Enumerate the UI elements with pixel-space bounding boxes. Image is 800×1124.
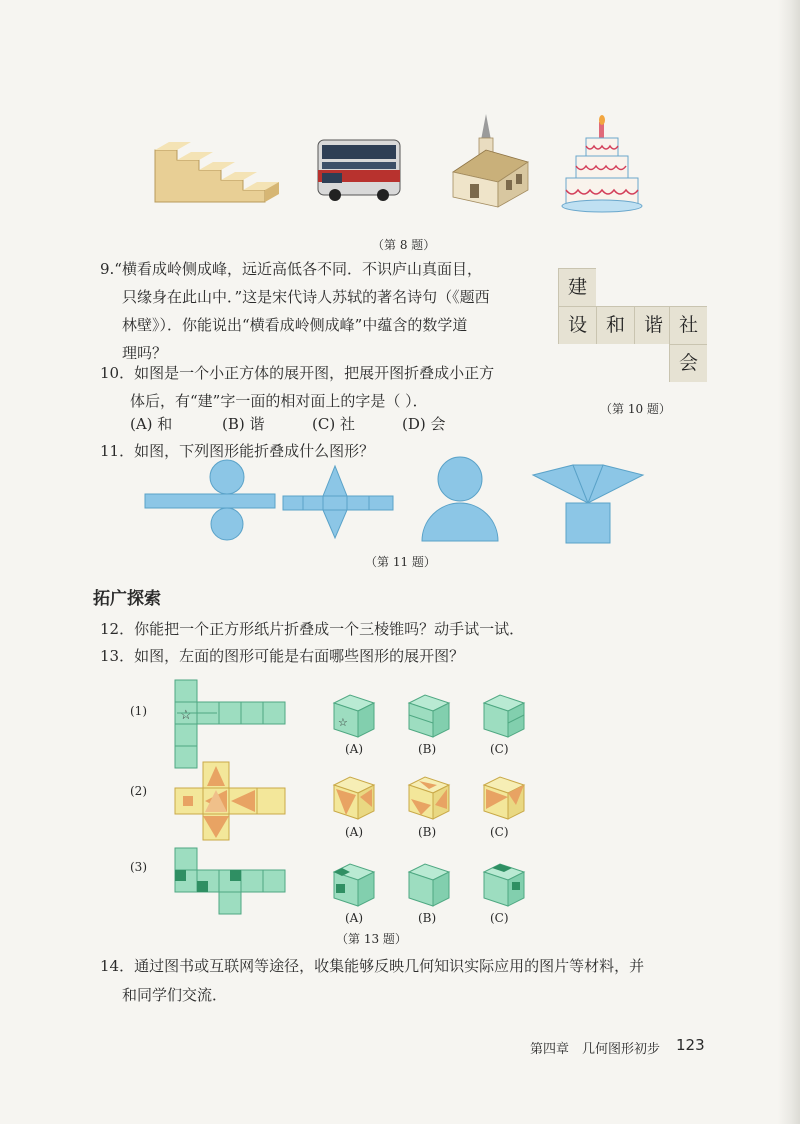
footer-chapter: 第四章 几何图形初步 [530,1042,661,1057]
church-image [448,112,533,212]
q13-row1-choice-c: (C) [490,742,509,756]
cake-image [562,116,642,216]
q13-net-2 [175,762,300,857]
net-cell-xie: 谐 [634,306,672,344]
q10-caption: （第 10 题） [600,402,671,416]
q13-row2-choice-b: (B) [418,825,437,839]
q11-caption: （第 11 题） [365,555,436,569]
q11-cone-net [420,455,500,545]
q9-line-3: 林壁》）．你能说出“横看成岭侧成峰”中蕴含的数学道 [122,316,468,334]
cube-2a [330,775,378,823]
q13-row1-choice-b: (B) [418,742,437,756]
q11-text: 11．如图，下列图形能折叠成什么图形？ [100,442,375,460]
double-decker-bus-image [315,135,405,205]
q13-caption: （第 13 题） [336,932,407,946]
q13-row3-choice-b: (B) [418,911,437,925]
cube-3a [330,862,378,910]
q10-line-1: 10．如图是一个小正方体的展开图，把展开图折叠成小正方 [100,364,495,382]
svg-text:☆: ☆ [180,708,192,723]
q13-row2-choice-a: (A) [345,825,364,839]
cube-3b [405,862,453,910]
q13-row3-choice-c: (C) [490,911,509,925]
cube-3c [480,862,528,910]
footer-page-number: 123 [676,1036,705,1054]
q13-row-2-label: (2) [130,784,147,798]
staircase-image [155,140,285,210]
q13-text: 13．如图，左面的图形可能是右面哪些图形的展开图？ [100,647,465,665]
q9-line-2: 只缘身在此山中．”这是宋代诗人苏轼的著名诗句（《题西 [122,288,490,306]
q13-net-3 [175,848,300,928]
page-edge [778,0,800,1124]
q12-text: 12．你能把一个正方形纸片折叠成一个三棱锥吗？动手试一试． [100,620,525,638]
cube-1b [405,693,453,741]
q13-row2-choice-c: (C) [490,825,509,839]
net-cell-she2: 社 [669,306,707,344]
net-cell-hui: 会 [669,344,707,382]
q13-row-3-label: (3) [130,860,147,874]
q10-option-b: (B) 谐 [222,415,265,433]
q9-line-4: 理吗？ [122,344,168,362]
q13-net-1 [175,680,300,770]
q11-cylinder-net [145,460,275,540]
net-cell-she: 设 [558,306,596,344]
cube-1a [330,693,378,741]
q13-row3-choice-a: (A) [345,911,364,925]
q11-pyramid-net [533,455,643,545]
cube-2b [405,775,453,823]
q8-caption: （第 8 题） [372,238,436,252]
cube-2c [480,775,528,823]
q10-option-d: (D) 会 [402,415,446,433]
section-title: 拓广探索 [93,589,161,609]
q10-option-a: (A) 和 [130,415,173,433]
q10-option-c: (C) 社 [312,415,355,433]
svg-text:☆: ☆ [338,716,348,729]
q13-row-1-label: (1) [130,704,147,718]
q14-line-2: 和同学们交流． [122,986,228,1004]
q14-line-1: 14．通过图书或互联网等途径，收集能够反映几何知识实际应用的图片等材料，并 [100,957,645,975]
q9-line-1: 9.“横看成岭侧成峰，远近高低各不同．不识庐山真面目， [100,260,482,278]
q13-row1-choice-a: (A) [345,742,364,756]
q10-line-2: 体后，有“建”字一面的相对面上的字是（ ）． [130,392,428,410]
net-cell-he: 和 [596,306,634,344]
q11-prism-net [283,460,398,540]
net-cell-jian: 建 [558,268,596,306]
cube-1c [480,693,528,741]
